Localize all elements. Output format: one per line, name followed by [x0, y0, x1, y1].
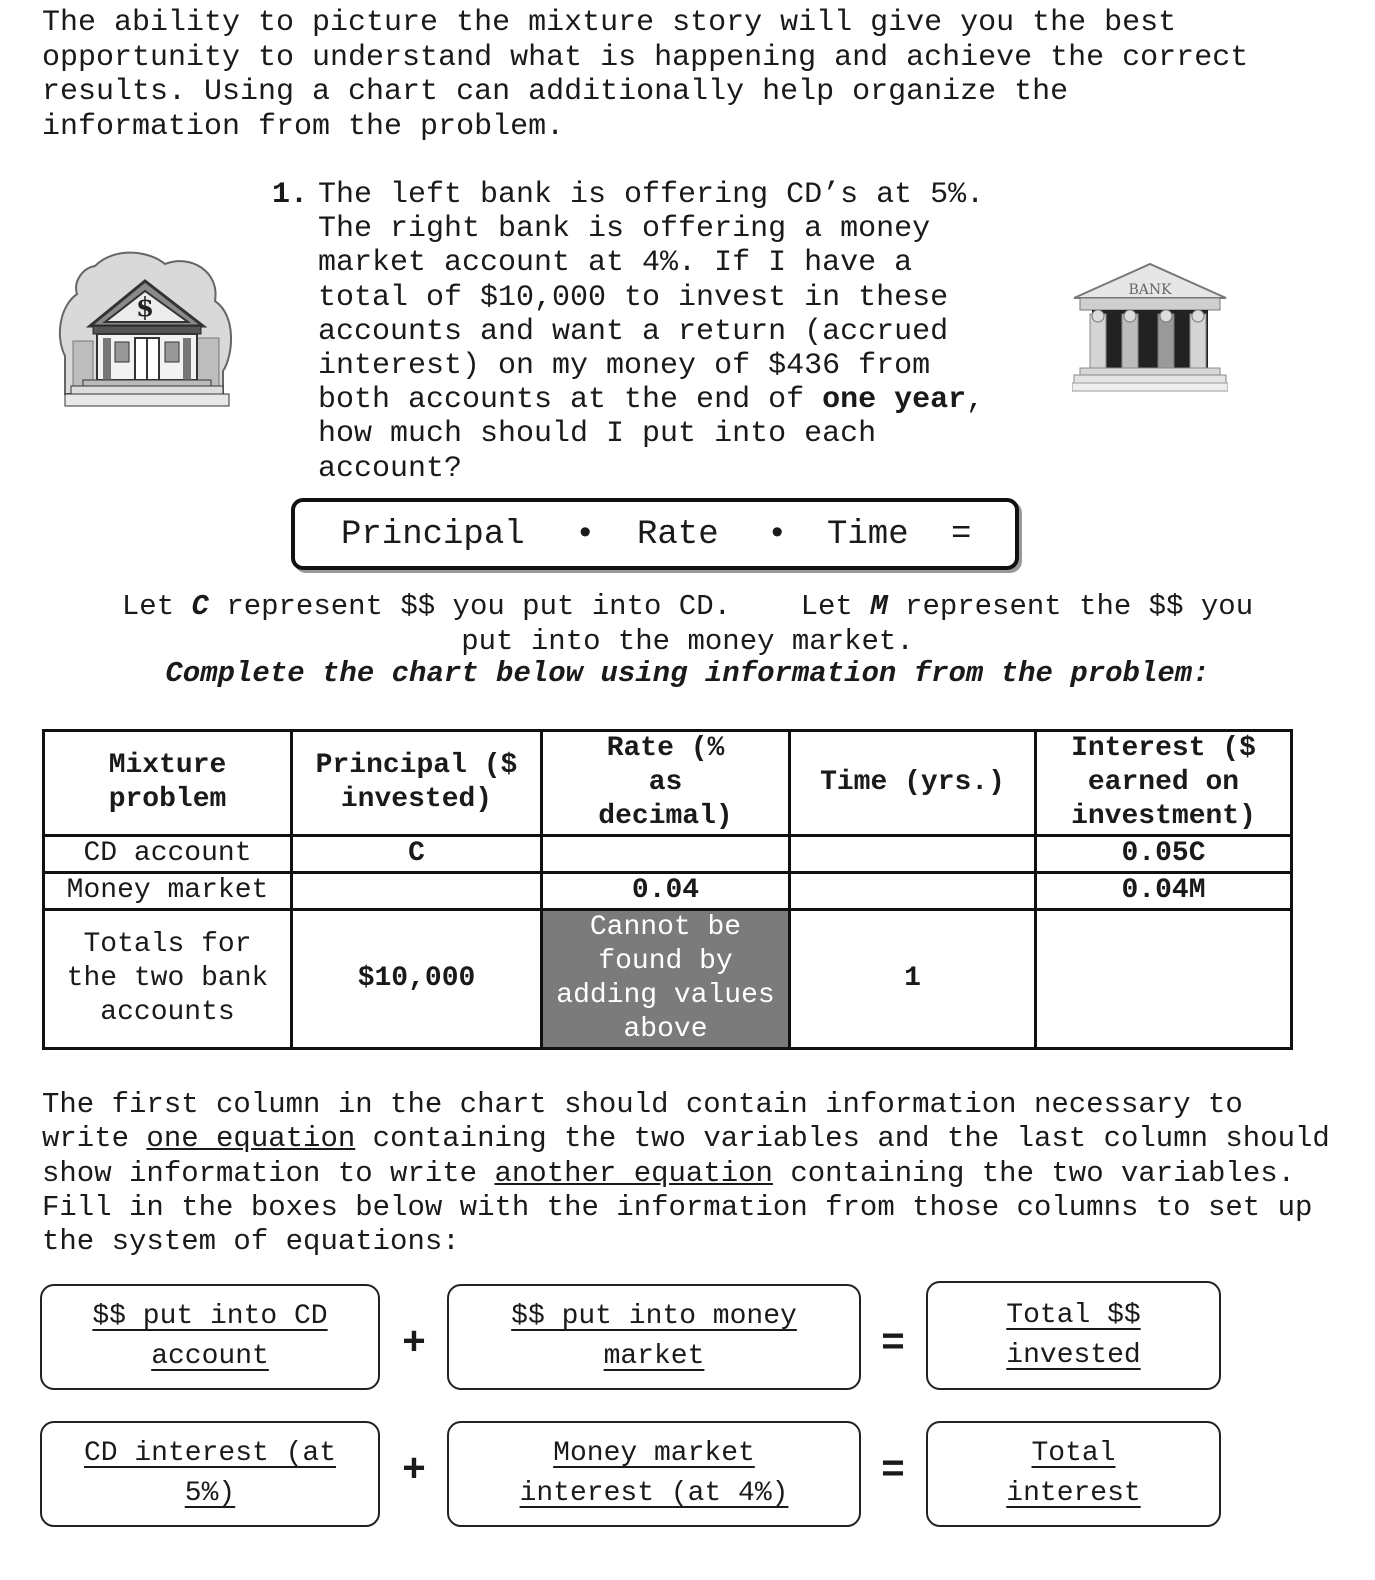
problem-number: 1.: [272, 178, 309, 212]
problem-text-part2: , how much should I put into each account?: [318, 383, 985, 486]
formula-dot-2: •: [767, 516, 788, 554]
cell-mm-interest[interactable]: 0.04M: [1036, 873, 1292, 910]
eq2-box-mm[interactable]: [447, 1421, 861, 1527]
table-header-row: [44, 731, 1292, 836]
chart-instruction: Complete the chart below using information from the problem:: [165, 657, 1210, 690]
header-principal: Principal ($ invested): [292, 731, 542, 836]
cell-cd-label: CD account: [44, 836, 292, 873]
formula-time: Time: [827, 516, 909, 554]
cell-totals-principal[interactable]: $10,000: [292, 910, 542, 1049]
header-rate: Rate (% as decimal): [542, 731, 790, 836]
let-part2: represent $$ you put into CD. Let: [208, 590, 871, 623]
eq1-box-mm-label: $$ put into money market: [511, 1301, 797, 1372]
para-part3: containing the two variables. Fill in the boxes below with the information from those columns to set up the system of equations:: [42, 1156, 1313, 1259]
cell-cd-rate[interactable]: [542, 836, 790, 873]
right-bank-icon: [1072, 262, 1228, 392]
right-bank-sign: BANK: [1128, 282, 1172, 298]
eq1-box-cd[interactable]: [40, 1284, 380, 1390]
let-part1: Let: [121, 590, 192, 623]
eq1-box-total[interactable]: [926, 1281, 1221, 1390]
eq2-plus: +: [402, 1449, 427, 1494]
table-row: [44, 873, 1292, 910]
cell-mm-label: Money market: [44, 873, 292, 910]
eq2-box-total-label: Total interest: [1006, 1438, 1141, 1509]
eq2-box-cd-label: CD interest (at 5%): [83, 1438, 337, 1509]
explanation-paragraph: [42, 1088, 1342, 1259]
formula-equals: =: [951, 516, 972, 554]
header-mixture: Mixture problem: [44, 731, 292, 836]
let-part3: represent the $$ you: [887, 590, 1254, 623]
para-underline-1: one equation: [146, 1122, 356, 1156]
cell-mm-rate[interactable]: 0.04: [542, 873, 790, 910]
eq2-equals: =: [881, 1449, 906, 1494]
header-time: Time (yrs.): [790, 731, 1036, 836]
problem-text-part1: The left bank is offering CD’s at 5%. The right bank is offering a money market account at 4%. If I have a total of $10,000 to invest in these accounts and want a return (accrued interest) on my money of $436 from both accounts at the end of: [318, 178, 985, 418]
cell-totals-label: Totals for the two bank accounts: [44, 910, 292, 1049]
eq2-box-cd[interactable]: [40, 1421, 380, 1527]
cell-totals-interest[interactable]: [1036, 910, 1292, 1049]
eq2-box-mm-label: Money market interest (at 4%): [519, 1438, 789, 1509]
header-interest: Interest ($ earned on investment): [1036, 731, 1292, 836]
cell-cd-interest[interactable]: 0.05C: [1036, 836, 1292, 873]
let-line-2: put into the money market.: [461, 625, 914, 658]
eq1-box-cd-label: $$ put into CD account: [92, 1301, 328, 1372]
let-line-1: [0, 589, 1375, 624]
left-bank-icon: [55, 246, 237, 412]
eq1-box-total-label: Total $$ invested: [1006, 1299, 1141, 1371]
table-row: [44, 836, 1292, 873]
cell-cd-principal[interactable]: C: [292, 836, 542, 873]
formula-dot-1: •: [575, 516, 596, 554]
cell-mm-principal[interactable]: [292, 873, 542, 910]
left-bank-sign: $: [135, 293, 155, 323]
eq1-plus: +: [402, 1322, 427, 1367]
eq1-equals: =: [881, 1322, 906, 1367]
cell-totals-rate: Cannot be found by adding values above: [542, 910, 790, 1049]
formula-rate: Rate: [637, 516, 719, 554]
cell-mm-time[interactable]: [790, 873, 1036, 910]
cell-totals-time[interactable]: 1: [790, 910, 1036, 1049]
para-part1: The first column in the chart should contain information necessary to write: [42, 1088, 1243, 1156]
formula-principal: Principal: [341, 516, 525, 554]
problem-emphasis: one year: [822, 383, 967, 418]
eq1-box-mm[interactable]: [447, 1284, 861, 1390]
para-underline-2: another equation: [494, 1156, 773, 1190]
table-row: [44, 910, 1292, 1049]
para-part2: containing the two variables and the last column should show information to write: [42, 1122, 1330, 1190]
mixture-table: [42, 729, 1293, 1050]
var-m: M: [870, 590, 888, 623]
eq2-box-total[interactable]: [926, 1421, 1221, 1527]
formula-box: [291, 498, 1019, 570]
problem-text: [318, 178, 1038, 486]
intro-paragraph: The ability to picture the mixture story will give you the best opportunity to understand what is happening and achieve the correct results. Using a chart can additionally help organize the information from the problem.: [42, 6, 1249, 144]
var-c: C: [191, 590, 209, 623]
cell-cd-time[interactable]: [790, 836, 1036, 873]
